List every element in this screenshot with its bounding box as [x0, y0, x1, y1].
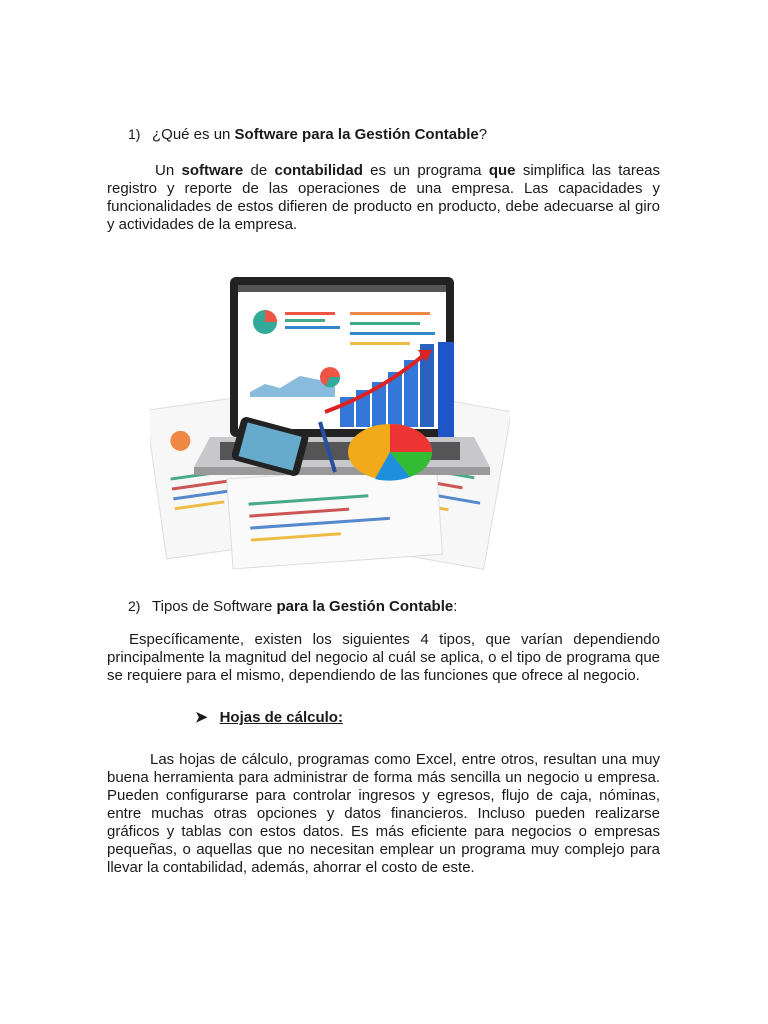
paragraph-line	[107, 198, 660, 216]
bold-text: para la Gestión Contable	[276, 598, 454, 615]
section-1-heading	[128, 125, 487, 144]
text-run: gráficos y tablas con estos datos. Es más eficiente para negocios o empresas	[107, 823, 660, 840]
text-run: Un	[155, 162, 182, 179]
text-run: simplifica las tareas	[515, 162, 661, 179]
bold-text: software	[181, 162, 244, 179]
text-run: Tipos de Software	[152, 598, 277, 615]
paragraph-line	[107, 787, 660, 805]
text-run: ¿Qué es un	[152, 126, 235, 143]
text-run: buena herramienta para administrar de forma más sencilla un negocio u empresa.	[107, 769, 660, 786]
paragraph-line	[107, 823, 660, 841]
bold-text: Software para la Gestión Contable	[234, 126, 479, 143]
paragraph-line	[129, 631, 660, 649]
text-run: Pueden configurarse para controlar ingresos y egresos, flujo de caja, nóminas,	[107, 787, 660, 804]
text-run: principalmente la magnitud del negocio al cuál se aplica, o el tipo de programa que	[107, 649, 660, 666]
text-run: y actividades de la empresa.	[107, 216, 298, 233]
hojas-title: Hojas de cálculo:	[219, 709, 343, 726]
text-run: Las hojas de cálculo, programas como Excel, entre otros, resultan una muy	[150, 751, 660, 768]
text-run: ?	[478, 126, 488, 143]
illustration	[150, 272, 510, 577]
text-run: :	[453, 598, 458, 615]
section-number: 2)	[128, 598, 141, 614]
paragraph-line	[107, 805, 660, 823]
text-run: de	[243, 162, 275, 179]
heading-text	[152, 126, 487, 143]
paragraph-line	[107, 216, 660, 234]
arrow-bullet-icon: ➤	[195, 709, 208, 726]
text-run: Específicamente, existen los siguientes 4 tipos, que varían dependiendo	[129, 631, 660, 648]
text-run: registro y reporte de las operaciones de una empresa. Las capacidades y	[107, 180, 660, 197]
paragraph-line	[107, 769, 660, 787]
paragraph-line	[107, 649, 660, 667]
paragraph-line	[107, 667, 660, 685]
text-run: pequeñas, o aquellas que no necesitan emplear un programa muy complejo para	[107, 841, 660, 858]
paragraph-line	[150, 751, 660, 769]
text-run: funcionalidades de estos difieren de producto en producto, debe adecuarse al giro	[107, 198, 660, 215]
heading-text	[152, 598, 457, 615]
paragraph-line	[107, 841, 660, 859]
hojas-heading	[195, 709, 343, 727]
bold-text: contabilidad	[274, 162, 363, 179]
section-number: 1)	[128, 126, 141, 142]
paragraph-line	[107, 180, 660, 198]
section-2-heading	[128, 597, 457, 616]
text-run: es un programa	[362, 162, 489, 179]
paragraph-line	[155, 162, 660, 180]
text-run: se requiere para el mismo, dependiendo de las funciones que ofrece al negocio.	[107, 667, 640, 684]
text-run: entre muchas otras opciones y datos financieros. Incluso pueden realizarse	[107, 805, 660, 822]
accounting-software-laptop-illustration-icon	[150, 272, 510, 577]
bold-text: que	[488, 162, 516, 179]
paragraph-line	[107, 859, 660, 877]
text-run: llevar la contabilidad, además, ahorrar el costo de este.	[107, 859, 475, 876]
